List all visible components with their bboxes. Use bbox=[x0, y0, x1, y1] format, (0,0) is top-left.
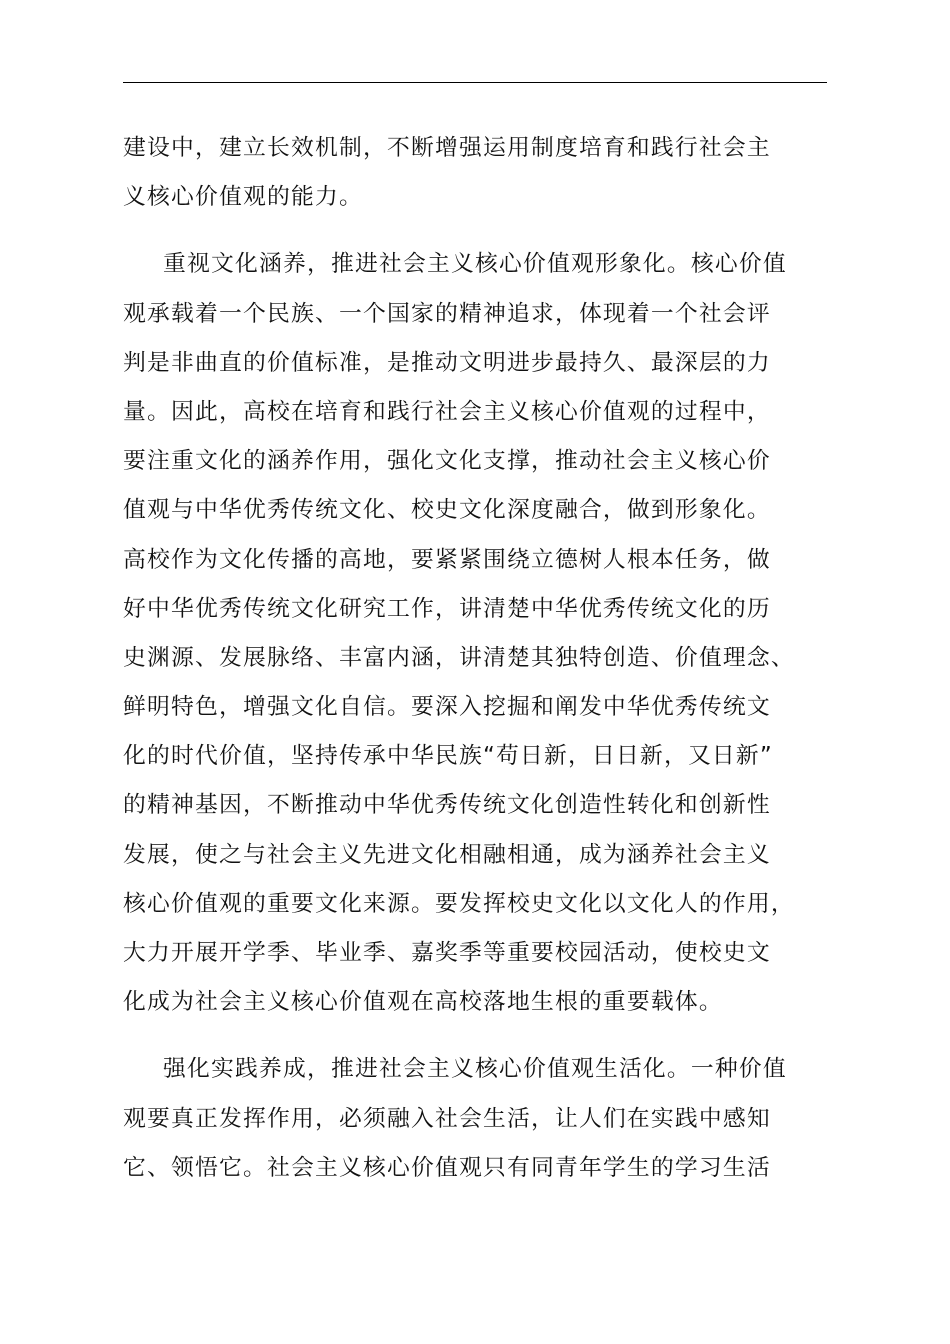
text-line: 高校作为文化传播的高地，要紧紧围绕立德树人根本任务，做 bbox=[123, 546, 771, 573]
text-line: 化的时代价值，坚持传承中华民族“苟日新，日日新，又日新” bbox=[123, 743, 773, 770]
text-line: 观要真正发挥作用，必须融入社会生活，让人们在实践中感知 bbox=[123, 1105, 771, 1132]
paragraph-practice bbox=[123, 1045, 827, 1193]
text-line: 判是非曲直的价值标准，是推动文明进步最持久、最深层的力 bbox=[123, 349, 771, 376]
text-line: 核心价值观的重要文化来源。要发挥校史文化以文化人的作用， bbox=[123, 890, 795, 917]
text-line: 大力开展开学季、毕业季、嘉奖季等重要校园活动，使校史文 bbox=[123, 940, 771, 966]
text-line: 发展，使之与社会主义先进文化相融相通，成为涵养社会主义 bbox=[123, 841, 771, 868]
header-rule bbox=[123, 82, 827, 83]
text-line: 重视文化涵养，推进社会主义核心价值观形象化。核心价值 bbox=[163, 251, 787, 278]
text-line: 义核心价值观的能力。 bbox=[123, 184, 363, 211]
text-line: 建设中，建立长效机制，不断增强运用制度培育和践行社会主 bbox=[123, 135, 771, 161]
text-line: 值观与中华优秀传统文化、校史文化深度融合，做到形象化。 bbox=[123, 497, 771, 524]
paragraph-culture bbox=[123, 240, 827, 1027]
text-line: 它、领悟它。社会主义核心价值观只有同青年学生的学习生活 bbox=[123, 1154, 771, 1181]
text-line: 化成为社会主义核心价值观在高校落地生根的重要载体。 bbox=[123, 989, 723, 1016]
text-line: 好中华优秀传统文化研究工作，讲清楚中华优秀传统文化的历 bbox=[123, 595, 771, 622]
text-line: 史渊源、发展脉络、丰富内涵，讲清楚其独特创造、价值理念、 bbox=[123, 644, 795, 671]
paragraph-continuation bbox=[123, 124, 827, 222]
text-line: 要注重文化的涵养作用，强化文化支撑，推动社会主义核心价 bbox=[123, 448, 771, 475]
text-line: 观承载着一个民族、一个国家的精神追求，体现着一个社会评 bbox=[123, 300, 771, 327]
text-line: 鲜明特色，增强文化自信。要深入挖掘和阐发中华优秀传统文 bbox=[123, 694, 771, 721]
text-line: 强化实践养成，推进社会主义核心价值观生活化。一种价值 bbox=[163, 1056, 787, 1083]
document-body bbox=[123, 124, 827, 1193]
text-line: 量。因此，高校在培育和践行社会主义核心价值观的过程中， bbox=[123, 398, 771, 425]
text-line: 的精神基因，不断推动中华优秀传统文化创造性转化和创新性 bbox=[123, 792, 771, 819]
